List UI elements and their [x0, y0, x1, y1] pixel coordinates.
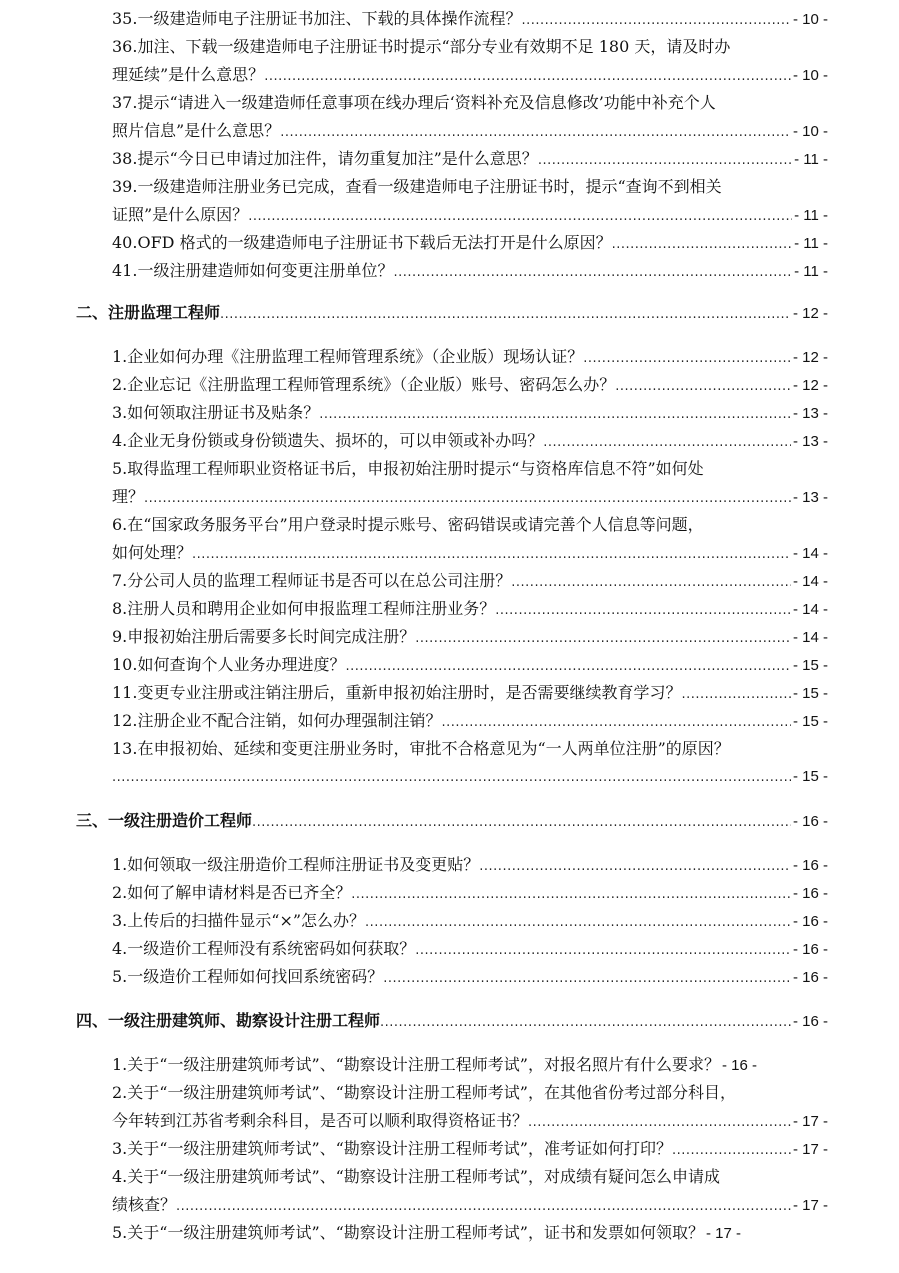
toc-page-number: - 16 -: [792, 813, 828, 830]
toc-entry-text: 4.企业无身份锁或身份锁遗失、损坏的，可以申领或补办吗？: [112, 431, 544, 450]
toc-entry-line[interactable]: [112, 764, 828, 790]
toc-entry-text: 二、注册监理工程师: [76, 303, 221, 322]
toc-entry-line[interactable]: [112, 512, 828, 538]
toc-page-number: - 16 -: [722, 1057, 758, 1074]
dot-leader: [511, 570, 791, 596]
toc-page-number: - 16 -: [792, 941, 828, 958]
toc-entry-line[interactable]: [112, 852, 828, 878]
toc-entry-line[interactable]: [112, 936, 828, 962]
toc-section-heading[interactable]: [76, 1008, 828, 1034]
toc-entry-text: 3.如何领取注册证书及贴条？: [112, 403, 320, 422]
toc-entry-line[interactable]: [112, 964, 828, 990]
toc-entry-text: 4.一级造价工程师没有系统密码如何获取？: [112, 939, 416, 958]
dot-leader: [415, 938, 791, 964]
toc-entry-text: 41.一级注册建造师如何变更注册单位？: [112, 261, 394, 280]
dot-leader: [615, 374, 791, 400]
dot-leader: [248, 204, 792, 230]
toc-entry-text: 10.如何查询个人业务办理进度？: [112, 655, 346, 674]
toc-page-number: - 13 -: [792, 405, 828, 422]
toc-entry-line[interactable]: [112, 400, 828, 426]
dot-leader: [538, 148, 792, 174]
toc-entry-text: 13.在申报初始、延续和变更注册业务时，审批不合格意见为“一人两单位注册”的原因？: [112, 739, 730, 758]
toc-page-number: - 17 -: [792, 1113, 828, 1130]
toc-page-number: - 10 -: [792, 67, 828, 84]
toc-entry-line[interactable]: [112, 680, 828, 706]
toc-entry-text: 如何处理？: [112, 543, 193, 562]
toc-entry-line[interactable]: [112, 736, 828, 762]
dot-leader: [351, 882, 791, 908]
toc-entry-line[interactable]: [112, 344, 828, 370]
toc-entry-line[interactable]: [112, 1052, 872, 1078]
toc-entry-line[interactable]: [112, 34, 828, 60]
toc-page-number: - 13 -: [792, 489, 828, 506]
dot-leader: [112, 765, 791, 791]
toc-entry-text: 36.加注、下载一级建造师电子注册证书时提示“部分专业有效期不足 180 天，请及时办: [112, 37, 731, 56]
toc-entry-text: 1.企业如何办理《注册监理工程师管理系统》（企业版）现场认证？: [112, 347, 584, 366]
dot-leader: [264, 64, 791, 90]
dot-leader: [672, 1138, 791, 1164]
toc-entry-line[interactable]: [112, 372, 828, 398]
toc-entry-line[interactable]: [112, 118, 828, 144]
dot-leader: [319, 402, 791, 428]
dot-leader: [393, 260, 792, 286]
toc-entry-text: 37.提示“请进入一级建造师任意事项在线办理后‘资料补充及信息修改’功能中补充个人: [112, 93, 716, 112]
toc-page-number: - 11 -: [794, 207, 828, 224]
toc-entry-text: 39.一级建造师注册业务已完成，查看一级建造师电子注册证书时，提示“查询不到相关: [112, 177, 722, 196]
toc-entry-text: 12.注册企业不配合注销，如何办理强制注销？: [112, 711, 442, 730]
toc-entry-text: 三、一级注册造价工程师: [76, 811, 253, 830]
toc-page-number: - 15 -: [792, 685, 828, 702]
toc-entry-text: 照片信息”是什么意思？: [112, 121, 281, 140]
toc-page-number: - 16 -: [792, 913, 828, 930]
toc-entry-line[interactable]: [112, 174, 828, 200]
toc-entry-text: 2.关于“一级注册建筑师考试”、“勘察设计注册工程师考试”，在其他省份考过部分科目，: [112, 1083, 736, 1102]
toc-entry-text: 3.上传后的扫描件显示“×”怎么办？: [112, 911, 366, 930]
toc-entry-line[interactable]: [112, 456, 828, 482]
toc-entry-line[interactable]: [112, 1108, 828, 1134]
toc-page-number: - 11 -: [794, 235, 828, 252]
toc-entry-line[interactable]: [112, 258, 828, 284]
dot-leader: [192, 542, 791, 568]
toc-entry-line[interactable]: [112, 652, 828, 678]
toc-entry-line[interactable]: [112, 1220, 872, 1246]
toc-entry-text: 理？: [112, 487, 145, 506]
toc-entry-text: 5.关于“一级注册建筑师考试”、“勘察设计注册工程师考试”，证书和发票如何领取？: [112, 1223, 704, 1242]
toc-page-number: - 16 -: [792, 969, 828, 986]
dot-leader: [144, 486, 791, 512]
toc-entry-text: 11.变更专业注册或注销注册后，重新申报初始注册时，是否需要继续教育学习？: [112, 683, 682, 702]
toc-page-number: - 11 -: [794, 263, 828, 280]
toc-page-number: - 16 -: [792, 1013, 828, 1030]
toc-entry-line[interactable]: [112, 624, 828, 650]
dot-leader: [280, 120, 791, 146]
toc-entry-text: 38.提示“今日已申请过加注件，请勿重复加注”是什么意思？: [112, 149, 538, 168]
toc-entry-line[interactable]: [112, 484, 828, 510]
dot-leader: [176, 1194, 791, 1220]
toc-entry-text: 35.一级建造师电子注册证书加注、下载的具体操作流程？: [112, 9, 522, 28]
toc-entry-line[interactable]: [112, 540, 828, 566]
dot-leader: [380, 1010, 791, 1036]
dot-leader: [528, 1110, 791, 1136]
dot-leader: [479, 854, 791, 880]
toc-entry-text: 8.注册人员和聘用企业如何申报监理工程师注册业务？: [112, 599, 496, 618]
toc-entry-text: 理延续”是什么意思？: [112, 65, 265, 84]
toc-entry-text: 4.关于“一级注册建筑师考试”、“勘察设计注册工程师考试”，对成绩有疑问怎么申请成: [112, 1167, 720, 1186]
toc-entry-text: 1.关于“一级注册建筑师考试”、“勘察设计注册工程师考试”，对报名照片有什么要求？: [112, 1055, 720, 1074]
toc-entry-line[interactable]: [112, 146, 828, 172]
toc-entry-line[interactable]: [112, 1136, 828, 1162]
dot-leader: [612, 232, 793, 258]
toc-entry-text: 7.分公司人员的监理工程师证书是否可以在总公司注册？: [112, 571, 512, 590]
toc-page-number: - 15 -: [792, 768, 828, 785]
toc-entry-line[interactable]: [112, 1192, 828, 1218]
toc-entry-text: 5.一级造价工程师如何找回系统密码？: [112, 967, 384, 986]
dot-leader: [441, 710, 791, 736]
toc-page-number: - 13 -: [792, 433, 828, 450]
toc-page-number: - 10 -: [792, 123, 828, 140]
toc-entry-line[interactable]: [112, 90, 828, 116]
toc-page-number: - 12 -: [792, 349, 828, 366]
toc-page-number: - 15 -: [792, 713, 828, 730]
dot-leader: [345, 654, 791, 680]
dot-leader: [220, 302, 791, 328]
toc-page-number: - 17 -: [792, 1197, 828, 1214]
toc-entry-text: 2.企业忘记《注册监理工程师管理系统》（企业版）账号、密码怎么办？: [112, 375, 616, 394]
dot-leader: [583, 346, 791, 372]
toc-page-number: - 17 -: [792, 1141, 828, 1158]
dot-leader: [543, 430, 791, 456]
toc-entry-text: 5.取得监理工程师职业资格证书后，申报初始注册时提示“与资格库信息不符”如何处: [112, 459, 704, 478]
toc-entry-line[interactable]: [112, 568, 828, 594]
toc-entry-line[interactable]: [112, 596, 828, 622]
toc-entry-line[interactable]: [112, 62, 828, 88]
dot-leader: [495, 598, 791, 624]
toc-page-number: - 11 -: [794, 151, 828, 168]
toc-entry-text: 今年转到江苏省考剩余科目，是否可以顺利取得资格证书？: [112, 1111, 529, 1130]
toc-page-number: - 14 -: [792, 601, 828, 618]
dot-leader: [383, 966, 791, 992]
toc-entry-line[interactable]: [112, 230, 828, 256]
toc-entry-text: 6.在“国家政务服务平台”用户登录时提示账号、密码错误或请完善个人信息等问题，: [112, 515, 704, 534]
toc-page-number: - 14 -: [792, 573, 828, 590]
dot-leader: [252, 810, 791, 836]
dot-leader: [681, 682, 791, 708]
toc-section-heading[interactable]: [76, 300, 828, 326]
toc-entry-line[interactable]: [112, 708, 828, 734]
toc-entry-text: 四、一级注册建筑师、勘察设计注册工程师: [76, 1011, 381, 1030]
toc-page-number: - 10 -: [792, 11, 828, 28]
toc-entry-text: 3.关于“一级注册建筑师考试”、“勘察设计注册工程师考试”，准考证如何打印？: [112, 1139, 672, 1158]
toc-entry-line[interactable]: [112, 6, 828, 32]
toc-entry-text: 40.OFD 格式的一级建造师电子注册证书下载后无法打开是什么原因？: [112, 233, 612, 252]
toc-entry-line[interactable]: [112, 1164, 828, 1190]
toc-page-number: - 15 -: [792, 657, 828, 674]
toc-page-number: - 16 -: [792, 857, 828, 874]
toc-entry-line[interactable]: [112, 428, 828, 454]
toc-entry-line[interactable]: [112, 880, 828, 906]
toc-page-number: - 16 -: [792, 885, 828, 902]
toc-entry-line[interactable]: [112, 1080, 828, 1106]
toc-entry-line[interactable]: [112, 908, 828, 934]
toc-entry-text: 1.如何领取一级注册造价工程师注册证书及变更贴？: [112, 855, 480, 874]
dot-leader: [415, 626, 791, 652]
toc-page-number: - 12 -: [792, 377, 828, 394]
toc-page-number: - 12 -: [792, 305, 828, 322]
toc-entry-text: 证照”是什么原因？: [112, 205, 249, 224]
toc-entry-text: 9.申报初始注册后需要多长时间完成注册？: [112, 627, 416, 646]
toc-section-heading[interactable]: [76, 808, 828, 834]
toc-page-number: - 14 -: [792, 629, 828, 646]
dot-leader: [365, 910, 791, 936]
toc-entry-line[interactable]: [112, 202, 828, 228]
toc-entry-text: 绩核查？: [112, 1195, 177, 1214]
dot-leader: [521, 8, 791, 34]
toc-page-number: - 14 -: [792, 545, 828, 562]
toc-entry-text: 2.如何了解申请材料是否已齐全？: [112, 883, 352, 902]
toc-page-number: - 17 -: [706, 1225, 742, 1242]
